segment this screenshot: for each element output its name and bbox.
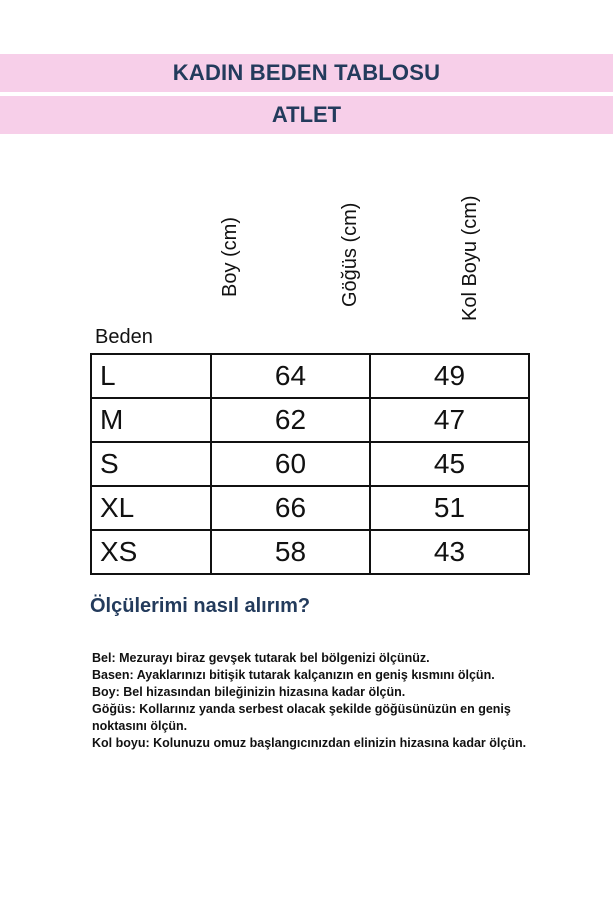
gogus-cell: 49	[370, 354, 529, 398]
gogus-cell: 47	[370, 398, 529, 442]
table-row	[91, 530, 529, 574]
table-row	[91, 398, 529, 442]
page-title: KADIN BEDEN TABLOSU	[172, 60, 441, 85]
subtitle-band	[0, 96, 613, 134]
boy-cell: 58	[211, 530, 370, 574]
instruction-boy: Boy: Bel hizasından bileğinizin hizasına kadar ölçün.	[92, 685, 406, 699]
instruction-gogus: Göğüs: Kollarınız yanda serbest olacak şekilde göğüsünüzün en geniş noktasını ölçün.	[92, 702, 511, 733]
instruction-bel: Bel: Mezurayı biraz gevşek tutarak bel bölgenizi ölçünüz.	[92, 651, 430, 665]
size-cell: XL	[91, 486, 211, 530]
gogus-cell: 43	[370, 530, 529, 574]
boy-cell: 60	[211, 442, 370, 486]
column-header-gogus: Göğüs (cm)	[339, 202, 361, 307]
table-row	[91, 354, 529, 398]
measurement-instructions	[92, 650, 562, 752]
gogus-cell: 51	[370, 486, 529, 530]
instruction-kol-boyu: Kol boyu: Kolunuzu omuz başlangıcınızdan elinizin hizasına kadar ölçün.	[92, 736, 527, 750]
column-header-boy: Boy (cm)	[219, 217, 241, 297]
column-header-kol-boyu: Kol Boyu (cm)	[459, 195, 481, 321]
size-table	[90, 353, 530, 575]
boy-cell: 62	[211, 398, 370, 442]
row-header-label: Beden	[95, 326, 153, 348]
instruction-basen: Basen: Ayaklarınızı bitişik tutarak kalçanızın en geniş kısmını ölçün.	[92, 668, 495, 682]
table-row	[91, 442, 529, 486]
boy-cell: 66	[211, 486, 370, 530]
boy-cell: 64	[211, 354, 370, 398]
page-subtitle: ATLET	[271, 102, 342, 127]
size-cell: L	[91, 354, 211, 398]
size-cell: XS	[91, 530, 211, 574]
table-row	[91, 486, 529, 530]
gogus-cell: 45	[370, 442, 529, 486]
size-cell: M	[91, 398, 211, 442]
howto-heading: Ölçülerimi nasıl alırım?	[90, 595, 311, 617]
title-band	[0, 54, 613, 92]
size-cell: S	[91, 442, 211, 486]
